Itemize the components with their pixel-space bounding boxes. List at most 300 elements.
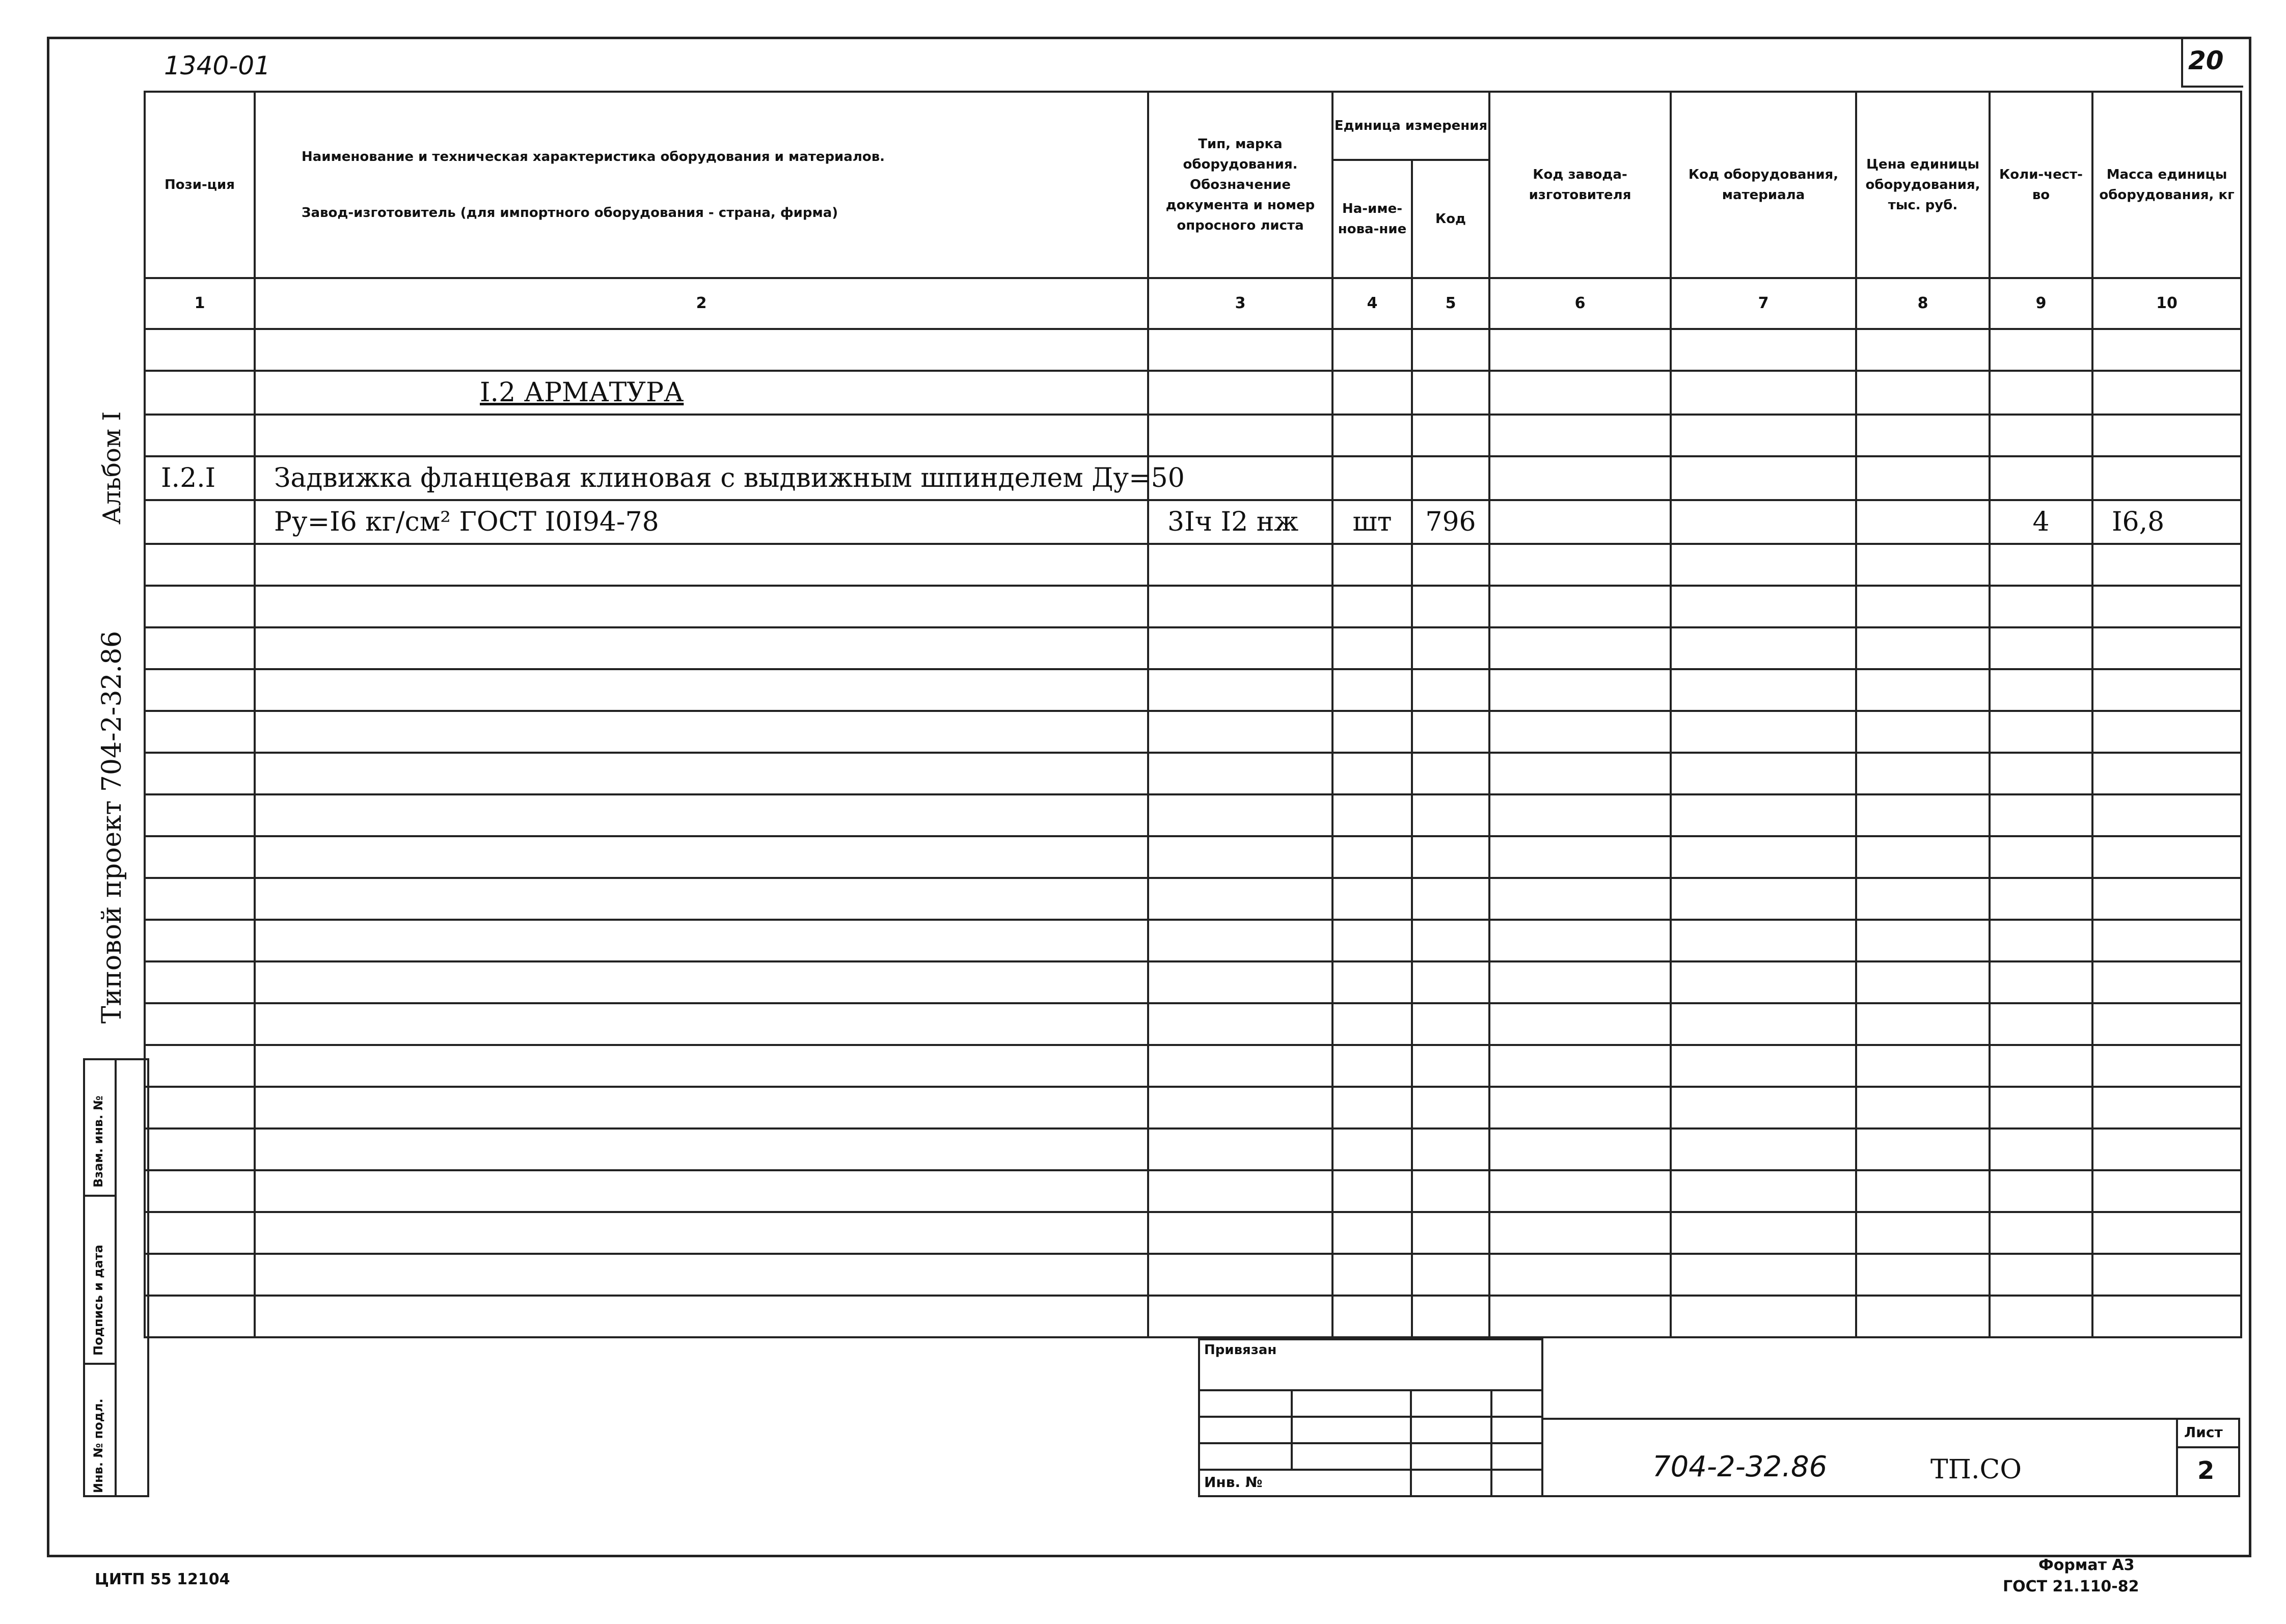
cell-position [145, 1003, 255, 1045]
stamp-sign-label: Подпись и дата [91, 1245, 105, 1356]
cell-type [1148, 753, 1332, 794]
cell-mass [2092, 456, 2241, 500]
cell-quantity [1990, 627, 2092, 669]
cell-type: 3Iч I2 нж [1148, 500, 1332, 544]
sheet-number: 2 [2197, 1456, 2215, 1485]
cell-maker-code [1489, 415, 1671, 456]
cell-equipment-code [1671, 878, 1856, 920]
cell-price [1856, 920, 1990, 961]
doc-code-block [1541, 1418, 2240, 1497]
project-label: Типовой проект 704-2-32.86 [97, 630, 127, 1024]
cell-type [1148, 1087, 1332, 1128]
cell-position [145, 1087, 255, 1128]
cell-mass [2092, 1254, 2241, 1296]
cell-type [1148, 415, 1332, 456]
footer-left: ЦИТП 55 12104 [95, 1571, 230, 1588]
cell-type [1148, 961, 1332, 1003]
cell-unit-name [1332, 456, 1412, 500]
cell-quantity [1990, 794, 2092, 836]
cell-unit-code [1412, 586, 1489, 627]
cell-name [255, 329, 1148, 371]
table-row [145, 1087, 2241, 1128]
cell-position [145, 1212, 255, 1254]
cell-unit-name [1332, 1003, 1412, 1045]
col-number: 4 [1332, 278, 1412, 329]
specification-table [144, 91, 2242, 1338]
cell-mass [2092, 1212, 2241, 1254]
cell-maker-code [1489, 836, 1671, 878]
cell-quantity [1990, 669, 2092, 711]
cell-price [1856, 753, 1990, 794]
cell-unit-name [1332, 415, 1412, 456]
cell-maker-code [1489, 794, 1671, 836]
cell-unit-name [1332, 753, 1412, 794]
cell-equipment-code [1671, 1296, 1856, 1337]
cell-unit-name [1332, 711, 1412, 753]
cell-mass [2092, 586, 2241, 627]
table-row [145, 961, 2241, 1003]
cell-quantity [1990, 961, 2092, 1003]
cell-unit-code [1412, 920, 1489, 961]
cell-name [255, 1128, 1148, 1170]
cell-mass [2092, 329, 2241, 371]
cell-maker-code [1489, 1045, 1671, 1087]
cell-equipment-code [1671, 544, 1856, 586]
table-row [145, 878, 2241, 920]
cell-equipment-code [1671, 1087, 1856, 1128]
cell-equipment-code [1671, 500, 1856, 544]
inv-no-label: Инв. № [1204, 1474, 1263, 1491]
cell-type [1148, 1045, 1332, 1087]
cell-mass [2092, 1087, 2241, 1128]
header-unit-group: Единица измерения [1332, 92, 1489, 160]
cell-position [145, 711, 255, 753]
cell-price [1856, 586, 1990, 627]
cell-equipment-code [1671, 329, 1856, 371]
table-row [145, 544, 2241, 586]
footer-gost: ГОСТ 21.110-82 [2003, 1578, 2139, 1595]
col-number: 9 [1990, 278, 2092, 329]
cell-type [1148, 1254, 1332, 1296]
cell-equipment-code [1671, 627, 1856, 669]
cell-unit-code [1412, 627, 1489, 669]
col-number: 10 [2092, 278, 2241, 329]
cell-price [1856, 371, 1990, 415]
cell-equipment-code [1671, 836, 1856, 878]
cell-unit-name [1332, 669, 1412, 711]
cell-equipment-code [1671, 586, 1856, 627]
cell-position [145, 627, 255, 669]
cell-mass [2092, 544, 2241, 586]
cell-quantity [1990, 920, 2092, 961]
cell-equipment-code [1671, 1003, 1856, 1045]
cell-name [255, 753, 1148, 794]
cell-name [255, 961, 1148, 1003]
cell-type [1148, 1170, 1332, 1212]
cell-maker-code [1489, 961, 1671, 1003]
cell-position [145, 1254, 255, 1296]
cell-name [255, 669, 1148, 711]
cell-equipment-code [1671, 1170, 1856, 1212]
table-row [145, 711, 2241, 753]
cell-quantity [1990, 1087, 2092, 1128]
cell-name [255, 1045, 1148, 1087]
cell-unit-name [1332, 1296, 1412, 1337]
cell-position [145, 329, 255, 371]
cell-unit-code [1412, 711, 1489, 753]
table-row [145, 836, 2241, 878]
cell-unit-code [1412, 878, 1489, 920]
cell-unit-code [1412, 544, 1489, 586]
cell-name [255, 544, 1148, 586]
cell-maker-code [1489, 669, 1671, 711]
cell-mass [2092, 1045, 2241, 1087]
cell-quantity [1990, 878, 2092, 920]
cell-price [1856, 1296, 1990, 1337]
cell-position [145, 415, 255, 456]
cell-type [1148, 544, 1332, 586]
header-name [255, 92, 1148, 278]
cell-unit-code [1412, 669, 1489, 711]
cell-equipment-code [1671, 415, 1856, 456]
cell-unit-name [1332, 920, 1412, 961]
header-equipment-code: Код оборудования, материала [1671, 92, 1856, 278]
cell-quantity [1990, 586, 2092, 627]
cell-unit-name [1332, 1254, 1412, 1296]
cell-quantity [1990, 1212, 2092, 1254]
cell-mass [2092, 961, 2241, 1003]
cell-position [145, 961, 255, 1003]
table-row [145, 456, 2241, 500]
cell-mass [2092, 1003, 2241, 1045]
cell-unit-code [1412, 1087, 1489, 1128]
table-row [145, 500, 2241, 544]
doc-code: 704-2-32.86 [1652, 1450, 1828, 1483]
cell-type [1148, 627, 1332, 669]
cell-price [1856, 1170, 1990, 1212]
cell-position: I.2.I [145, 456, 255, 500]
cell-unit-code [1412, 794, 1489, 836]
cell-mass [2092, 1296, 2241, 1337]
cell-maker-code [1489, 753, 1671, 794]
cell-type [1148, 586, 1332, 627]
cell-name [255, 1254, 1148, 1296]
cell-type [1148, 329, 1332, 371]
left-stamp [83, 1058, 149, 1497]
cell-type [1148, 371, 1332, 415]
table-row [145, 794, 2241, 836]
cell-quantity [1990, 1045, 2092, 1087]
cell-unit-code [1412, 1254, 1489, 1296]
cell-name [255, 711, 1148, 753]
cell-maker-code [1489, 500, 1671, 544]
cell-equipment-code [1671, 371, 1856, 415]
cell-price [1856, 329, 1990, 371]
cell-quantity [1990, 1170, 2092, 1212]
cell-mass [2092, 878, 2241, 920]
cell-position [145, 1045, 255, 1087]
cell-position [145, 878, 255, 920]
cell-name [255, 415, 1148, 456]
cell-quantity [1990, 371, 2092, 415]
cell-position [145, 1128, 255, 1170]
cell-position [145, 753, 255, 794]
cell-mass [2092, 669, 2241, 711]
album-label: Альбом I [98, 411, 126, 525]
cell-unit-name [1332, 1170, 1412, 1212]
cell-price [1856, 1003, 1990, 1045]
cell-position [145, 836, 255, 878]
cell-unit-name [1332, 1128, 1412, 1170]
cell-price [1856, 456, 1990, 500]
cell-equipment-code [1671, 1254, 1856, 1296]
cell-unit-name [1332, 586, 1412, 627]
cell-unit-code: 796 [1412, 500, 1489, 544]
cell-price [1856, 1045, 1990, 1087]
table-row [145, 415, 2241, 456]
cell-maker-code [1489, 878, 1671, 920]
cell-price [1856, 711, 1990, 753]
cell-unit-name [1332, 627, 1412, 669]
cell-quantity [1990, 544, 2092, 586]
cell-quantity [1990, 1254, 2092, 1296]
table-row [145, 669, 2241, 711]
cell-maker-code [1489, 920, 1671, 961]
cell-quantity [1990, 1003, 2092, 1045]
cell-quantity [1990, 456, 2092, 500]
cell-unit-code [1412, 1003, 1489, 1045]
cell-name: Ру=I6 кг/см² ГОСТ I0I94-78 [255, 500, 1148, 544]
cell-price [1856, 794, 1990, 836]
cell-position [145, 586, 255, 627]
cell-mass [2092, 836, 2241, 878]
cell-maker-code [1489, 1212, 1671, 1254]
cell-name: I.2 АРМАТУРА [255, 371, 1148, 415]
col-number: 2 [255, 278, 1148, 329]
cell-unit-code [1412, 371, 1489, 415]
cell-type [1148, 878, 1332, 920]
cell-type [1148, 1003, 1332, 1045]
table-row [145, 1170, 2241, 1212]
cell-position [145, 669, 255, 711]
footer-format: Формат А3 [2038, 1556, 2135, 1574]
table-row [145, 753, 2241, 794]
cell-unit-code [1412, 1128, 1489, 1170]
header-quantity: Коли-чест-во [1990, 92, 2092, 278]
cell-unit-code [1412, 456, 1489, 500]
cell-quantity [1990, 415, 2092, 456]
cell-position [145, 371, 255, 415]
cell-mass [2092, 711, 2241, 753]
cell-position [145, 544, 255, 586]
cell-type [1148, 1296, 1332, 1337]
cell-equipment-code [1671, 711, 1856, 753]
cell-maker-code [1489, 1296, 1671, 1337]
corner-number: 20 [2188, 46, 2224, 75]
cell-unit-code [1412, 836, 1489, 878]
header-name-line2: Завод-изготовитель (для импортного оборудования - страна, фирма) [302, 205, 838, 221]
cell-maker-code [1489, 371, 1671, 415]
cell-name [255, 1003, 1148, 1045]
cell-name [255, 1087, 1148, 1128]
cell-mass [2092, 371, 2241, 415]
cell-name [255, 878, 1148, 920]
cell-maker-code [1489, 1170, 1671, 1212]
cell-type [1148, 920, 1332, 961]
col-number: 7 [1671, 278, 1856, 329]
cell-unit-code [1412, 1045, 1489, 1087]
doc-mark: ТП.СО [1930, 1454, 2022, 1485]
cell-name [255, 627, 1148, 669]
cell-type [1148, 794, 1332, 836]
cell-maker-code [1489, 456, 1671, 500]
cell-price [1856, 500, 1990, 544]
cell-unit-name: шт [1332, 500, 1412, 544]
cell-equipment-code [1671, 456, 1856, 500]
cell-price [1856, 415, 1990, 456]
cell-maker-code [1489, 1128, 1671, 1170]
cell-price [1856, 1254, 1990, 1296]
cell-unit-name [1332, 329, 1412, 371]
cell-position [145, 1170, 255, 1212]
cell-name [255, 1170, 1148, 1212]
header-mass: Масса единицы оборудования, кг [2092, 92, 2241, 278]
table-row [145, 920, 2241, 961]
cell-quantity [1990, 711, 2092, 753]
table-row [145, 1212, 2241, 1254]
header-position: Пози-ция [145, 92, 255, 278]
cell-name [255, 836, 1148, 878]
cell-mass [2092, 753, 2241, 794]
cell-unit-code [1412, 1296, 1489, 1337]
cell-unit-code [1412, 415, 1489, 456]
cell-price [1856, 836, 1990, 878]
cell-type [1148, 711, 1332, 753]
cell-name [255, 586, 1148, 627]
cell-type [1148, 836, 1332, 878]
cell-equipment-code [1671, 1128, 1856, 1170]
cell-unit-code [1412, 961, 1489, 1003]
cell-mass: I6,8 [2092, 500, 2241, 544]
cell-mass [2092, 1128, 2241, 1170]
cell-price [1856, 1087, 1990, 1128]
cell-unit-name [1332, 371, 1412, 415]
cell-price [1856, 627, 1990, 669]
cell-quantity: 4 [1990, 500, 2092, 544]
cell-unit-name [1332, 544, 1412, 586]
cell-quantity [1990, 329, 2092, 371]
sheet-label: Лист [2184, 1424, 2223, 1441]
cell-maker-code [1489, 586, 1671, 627]
table-row [145, 627, 2241, 669]
cell-equipment-code [1671, 669, 1856, 711]
cell-maker-code [1489, 544, 1671, 586]
cell-maker-code [1489, 329, 1671, 371]
col-number: 6 [1489, 278, 1671, 329]
cell-position [145, 500, 255, 544]
cell-mass [2092, 627, 2241, 669]
cell-unit-name [1332, 878, 1412, 920]
cell-unit-code [1412, 1212, 1489, 1254]
cell-quantity [1990, 1296, 2092, 1337]
cell-name [255, 1296, 1148, 1337]
cell-equipment-code [1671, 961, 1856, 1003]
cell-equipment-code [1671, 1212, 1856, 1254]
table-row [145, 1254, 2241, 1296]
cell-mass [2092, 794, 2241, 836]
col-number: 8 [1856, 278, 1990, 329]
stamp-inv-label: Инв. № подл. [91, 1398, 105, 1493]
cell-position [145, 1296, 255, 1337]
cell-position [145, 794, 255, 836]
table-row [145, 1003, 2241, 1045]
cell-equipment-code [1671, 1045, 1856, 1087]
table-row [145, 1045, 2241, 1087]
cell-unit-name [1332, 961, 1412, 1003]
cell-unit-code [1412, 753, 1489, 794]
top-left-code: 1340-01 [164, 51, 270, 80]
cell-unit-name [1332, 836, 1412, 878]
cell-type [1148, 669, 1332, 711]
cell-name: Задвижка фланцевая клиновая с выдвижным шпинделем Ду=50 [255, 456, 1148, 500]
cell-mass [2092, 415, 2241, 456]
cell-mass [2092, 920, 2241, 961]
table-row [145, 1296, 2241, 1337]
cell-maker-code [1489, 1254, 1671, 1296]
cell-mass [2092, 1170, 2241, 1212]
cell-name [255, 920, 1148, 961]
attached-label: Привязан [1204, 1342, 1277, 1358]
cell-price [1856, 1212, 1990, 1254]
cell-position [145, 920, 255, 961]
cell-unit-name [1332, 1087, 1412, 1128]
table-row [145, 1128, 2241, 1170]
cell-equipment-code [1671, 753, 1856, 794]
cell-type [1148, 1128, 1332, 1170]
cell-quantity [1990, 753, 2092, 794]
cell-unit-name [1332, 794, 1412, 836]
table-row [145, 371, 2241, 415]
cell-maker-code [1489, 1087, 1671, 1128]
stamp-replaced-label: Взам. инв. № [91, 1095, 105, 1188]
header-price: Цена единицы оборудования, тыс. руб. [1856, 92, 1990, 278]
table-row [145, 586, 2241, 627]
cell-unit-code [1412, 329, 1489, 371]
cell-maker-code [1489, 711, 1671, 753]
cell-price [1856, 961, 1990, 1003]
cell-type [1148, 1212, 1332, 1254]
cell-equipment-code [1671, 794, 1856, 836]
cell-quantity [1990, 836, 2092, 878]
cell-unit-name [1332, 1045, 1412, 1087]
header-unit-code: Код [1412, 160, 1489, 278]
col-number: 1 [145, 278, 255, 329]
cell-maker-code [1489, 1003, 1671, 1045]
cell-quantity [1990, 1128, 2092, 1170]
cell-price [1856, 1128, 1990, 1170]
header-type: Тип, марка оборудования. Обозначение документа и номер опросного листа [1148, 92, 1332, 278]
cell-name [255, 1212, 1148, 1254]
cell-equipment-code [1671, 920, 1856, 961]
col-number: 5 [1412, 278, 1489, 329]
cell-price [1856, 669, 1990, 711]
cell-price [1856, 544, 1990, 586]
col-number: 3 [1148, 278, 1332, 329]
cell-unit-code [1412, 1170, 1489, 1212]
cell-unit-name [1332, 1212, 1412, 1254]
cell-name [255, 794, 1148, 836]
header-unit-name: На-име-нова-ние [1332, 160, 1412, 278]
